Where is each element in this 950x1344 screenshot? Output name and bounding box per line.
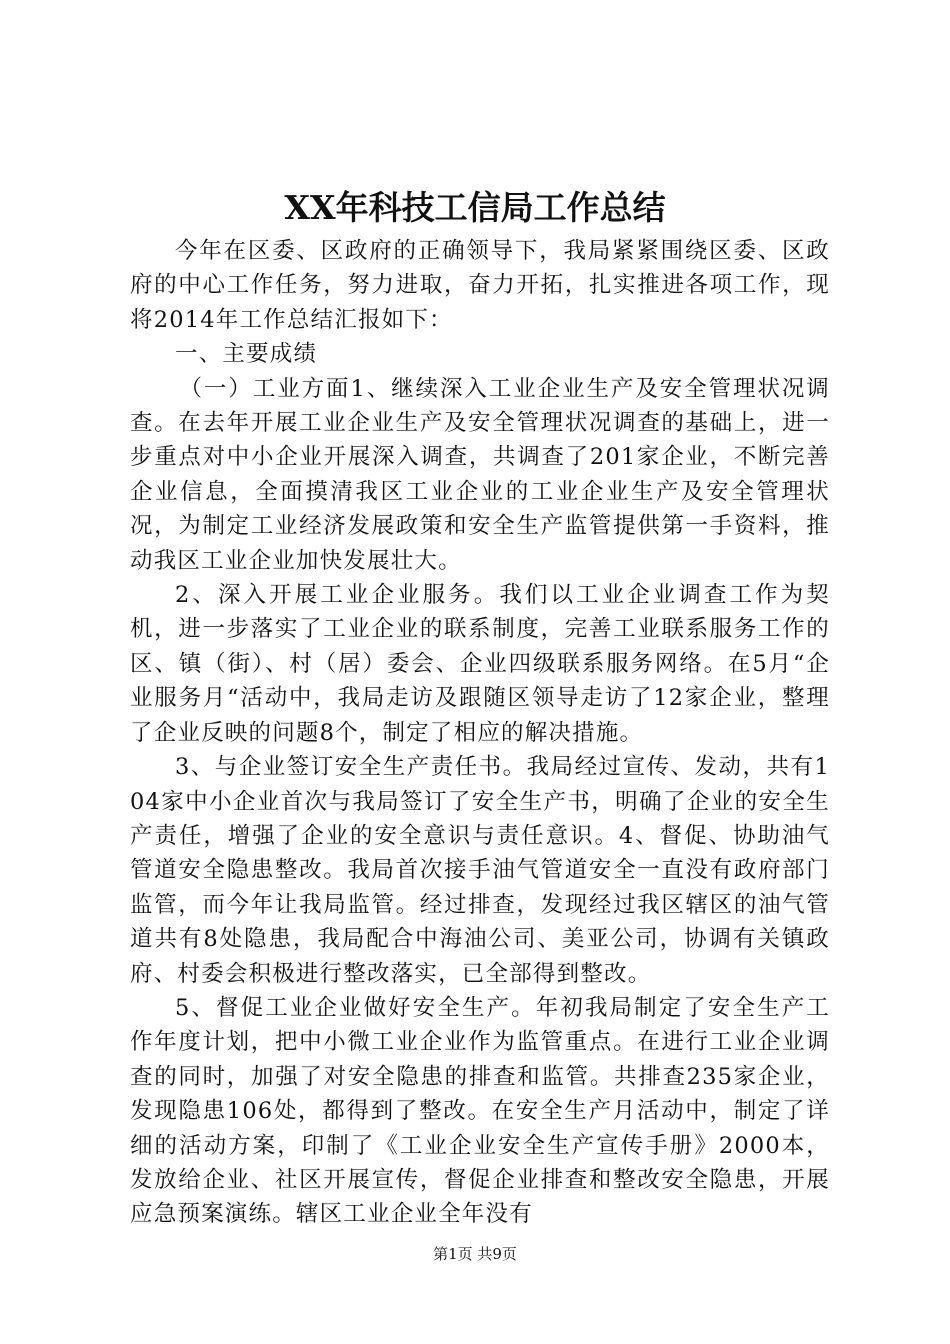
paragraph-enterprise-service: 2、深入开展工业企业服务。我们以工业企业调查工作为契机，进一步落实了工业企业的联系制度，完善工业联系服务工作的区、镇（街）、村（居）委会、企业四级联系服务网络。在5月“企业服务月“活动中，我局走访及跟随区领导走访了12家企业，整理了企业反映的问题8个，制定了相应的解决措施。 <box>130 582 830 746</box>
paragraph-safety-responsibility: 3、与企业签订安全生产责任书。我局经过宣传、发动，共有104家中小企业首次与我局签订了安全生产书，明确了企业的安全生产责任，增强了企业的安全意识与责任意识。4、督促、协助油气管道安全隐患整改。我局首次接手油气管道安全一直没有政府部门监管，而今年让我局监管。经过排查，发现经过我区辖区的油气管道共有8处隐患，我局配合中海油公司、美亚公司，协调有关镇政府、村委会积极进行整改落实，已全部得到整改。 <box>130 754 830 987</box>
paragraph-industry-survey: （一）工业方面1、继续深入工业企业生产及安全管理状况调查。在去年开展工业企业生产及安全管理状况调查的基础上，进一步重点对中小企业开展深入调查，共调查了201家企业，不断完善企业信息，全面摸清我区工业企业的工业企业生产及安全管理状况，为制定工业经济发展政策和安全生产监管提供第一手资料，推动我区工业企业加快发展壮大。 <box>130 375 830 574</box>
document-title: XX年科技工信局工作总结 <box>284 188 666 227</box>
section-heading-main-achievements: 一、主要成绩 <box>175 341 318 368</box>
page-footer: 第1页 共9页 <box>433 1245 517 1263</box>
document-body <box>130 234 830 1232</box>
paragraph-safety-production: 5、督促工业企业做好安全生产。年初我局制定了安全生产工作年度计划，把中小微工业企业作为监管重点。在进行工业企业调查的同时，加强了对安全隐患的排查和监管。共排查235家企业，发现隐患106处，都得到了整改。在安全生产月活动中，制定了详细的活动方案，印制了《工业企业安全生产宣传手册》2000本，发放给企业、社区开展宣传，督促企业排查和整改安全隐患，开展应急预案演练。辖区工业企业全年没有 <box>130 994 830 1228</box>
intro-paragraph: 今年在区委、区政府的正确领导下，我局紧紧围绕区委、区政府的中心工作任务，努力进取，奋力开拓，扎实推进各项工作，现将2014年工作总结汇报如下： <box>130 238 830 333</box>
